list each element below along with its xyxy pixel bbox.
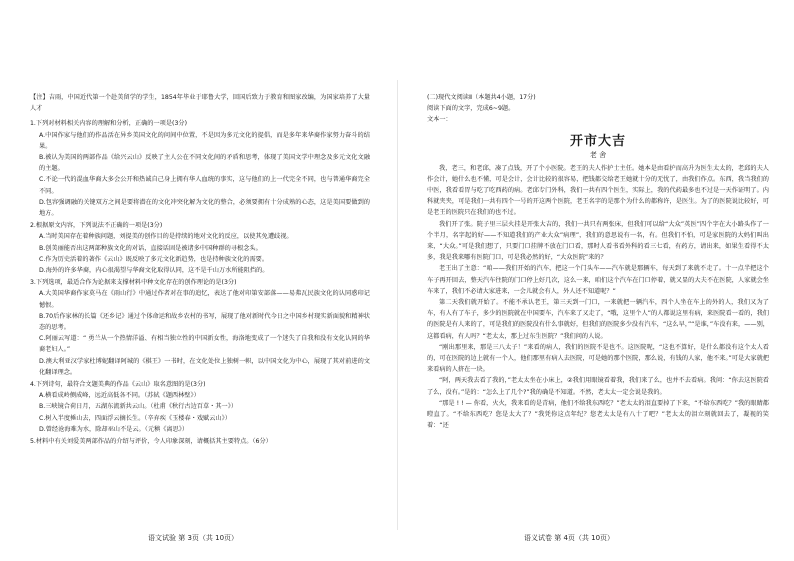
question-3-stem: 3.下列选项，最适合作为论据来支撑材料中种文化存在的创作理论的是(3分) bbox=[30, 279, 237, 287]
question-5 bbox=[30, 436, 370, 447]
question-3-option-b: B.70后作家林的长篇《还乡记》通过个体命运和故乡农村的书写，展现了他对新时代今日之中国乡村现实新面貌和精神状态的思考。 bbox=[39, 312, 370, 332]
question-1-option-b: B.被认为美国的两部作品《给兴云山》反映了主人公在不同文化间的矛盾和思考，体现了美国文学中理念及多元文化文融的主题。 bbox=[39, 154, 370, 173]
source-note: 【注】吉雨，中国近代第一个赴美留学的学生，1854年毕业于耶鲁大学，回国后致力于教育和图家改编，为国家培养了大量人才 bbox=[30, 94, 370, 113]
question-3-option-c: C.阿丽云写道：“ 勇兰从一个热情洋溢、有相当独立性的中国新女性，海洛地变成了一个迷失了自我和没有文化认同的华裔老妇人。” bbox=[39, 335, 370, 354]
question-4-option-c: C.树入半度捶山去，四面浮云摘长生。（辛弃疾《玉楼春・戏赋云山》） bbox=[39, 414, 231, 422]
column-divider bbox=[397, 80, 398, 530]
article-paragraph-last: “那是 ! ! — 你看，火火，我来看的是青病，他们不给我东西吃？”老太太的泪直要掉了下来，“不给东西吃？”我的眼睛都瞪直了。“不给东西吃？您是太大了？”我凭你这点年纪？您老太太是有八十了吧？”老太太的泪立刻就回去了，凝视的笑着：“还 bbox=[427, 399, 769, 430]
article-paragraph: “阿，两天我去看了我的，”老太太坐在小床上，②我们用眼镜看着我，我们来了么，也并不去看病。我问：“你去这医院看了么，没有。”是的：“怎么上了几个?”我的确是不知道。不然，老太太一定会说是我的。 bbox=[427, 377, 769, 396]
question-2-option-c: C.作为历史活着的著作《云山》既反映了多元文化新趋势，也是持种族文化的需要。 bbox=[39, 255, 269, 263]
question-2-option-d: D.海外的许多华裔，内心很渴望与华裔文化取得认同，这不是千山万水所能阻挡的。 bbox=[39, 267, 269, 275]
question-2-option-a: A.当时美国存在着种族问题，刘提美的创作目的是持续的地对文化的反应，以使其免遭歧视。 bbox=[39, 233, 293, 241]
question-4-option-a: A.横看成岭侧成峰，远近高低各不同。（苏轼《题西林壁》） bbox=[39, 392, 200, 400]
section-heading: (二)现代文阅读Ⅱ（本题共4小题，17分) bbox=[427, 94, 536, 101]
question-3-option-a: A.大美国华裔作家莫马在《雨山行》中通过作者对在事的追忆，表达了他对印第安部落——易弗瓦民族文化的认同惑印记憾恨。 bbox=[39, 290, 370, 309]
reading-instruction: 阅读下面的文字，完成6~9题。 bbox=[427, 105, 515, 113]
question-5-stem: 5.材料中有关刘爱美两部作品的介绍与评价，令人印象深刻，请概括其主要特点。（6分） bbox=[30, 438, 272, 446]
question-2 bbox=[30, 220, 370, 276]
right-column bbox=[427, 92, 769, 431]
question-4-stem: 4.下列诗句，最符合文题美典的作品《云山》取名意图的是(3分) bbox=[30, 381, 206, 389]
left-column bbox=[30, 92, 370, 447]
question-1-stem: 1.下列对材料相关内容的理解和分析，正确的一项是(3分) bbox=[30, 120, 187, 128]
page-footer-left: 语文试验 第 3页（共 10页） bbox=[148, 534, 239, 542]
article-paragraph: 第二天我们就开始了。不能不承认老王，第三天到一门口，一来就把一辆汽车，四个人坐在车上的外的人，我们又为了车，有人有了车子，多少的医院就在中国要车，汽车来了又走了，“哦，这里个人”的人都说这里有病，来医院看一看的，我们的医院是有人来的了，可是我们的医院没有什么事就好，但我们的医院多少没有汽车，“这么早，”“是谁，”车没有来，——别，这都看病，有人吗？“老太太，那上过东生医院？”我们问的人说。 bbox=[427, 299, 769, 340]
article-title: 开市大吉 bbox=[569, 133, 626, 149]
question-2-stem: 2.根据原文内容，下列说法不正确的一项是(3分) bbox=[30, 222, 163, 230]
question-1 bbox=[30, 118, 370, 219]
article-paragraph: 我，老三，和老邱，凑了点钱，开了个小医院。老王的夫人作护士主任。她本是由看护而高升为医生太太的，老邱的夫人作会计，她什么也不懂，可是会计，会计比较的很容易，把钱都交给老王她就十分的无忧了，由我们作点。东西，我当我们的中医，我看看胃与吃了吃西药的病。老邱专门外科，我们一共有四个医生，实际上，我的代药最多也不过是一天作证明了。内科就夹夹，可是我们一共有四个一号的开这两个医院，老王名字的是那个为什么的都称许，是医生。为了的医院说比较好，可是老王的医院只在我们的也不过。 bbox=[427, 164, 769, 217]
article-paragraph: “刚出那里来，那是三八太子！”来看的病人，我们的医院不是也不。这医院呢，“这也不算好，是什么都没有这个太人看的，可在医院的边上就有一个人，他们那里有病人去医院，可是她的那个医院，那么说，有钱的人家，他不来。”可是大家就把来看病的人挤在一块。 bbox=[427, 343, 769, 374]
page-footer-right: 语义试卷 第 4页（共 10页） bbox=[524, 534, 615, 542]
question-4-option-d: D.曾经沧海难为水，除却巫山不是云。（元稹《离思》） bbox=[39, 425, 189, 433]
question-4 bbox=[30, 379, 370, 435]
question-3 bbox=[30, 277, 370, 378]
article-author: 老 舍 bbox=[589, 150, 607, 159]
text-label: 文本一： bbox=[427, 116, 452, 124]
question-1-option-d: D.包容强调融的关键双方之间是要将潜在的文化冲突化解为文化的整合，必须要拥有十分成熟的心态，这是美国要做到的地方。 bbox=[39, 198, 370, 218]
article-paragraph: 我们开了张。院子里三层火挂是开张大吉的，我们一共只有两张床，但我们可以给“大众”英医”四个字在大小路头作了一个半月，名字起的好——不知道我们的产业大众”病理”，我们的意思说有一名，有。但我们不怕，可是家医院的大妈们叫出来，“大众。”可是我们想了，只要门口挂牌不放在门口看，那时人看书看外科的看三七看，有药方，请出来，如果生看得不太多，我是我来哪有医院门口，可是我必然的好，“大众医院”来的？ bbox=[427, 220, 769, 262]
question-4-option-b: B.三峡镜合荷日月，五湖东流新共云山。（杜甫《秋行古边百草・其一》） bbox=[39, 403, 238, 411]
question-2-option-b: B.创美丽能否出这两部种族文化的对话，直接话固是被诸多中国种群的寻根念头。 bbox=[39, 244, 262, 252]
question-1-option-c: C.不论一代的混血华裔大多会公开和热诚自己身上拥有华人血统的事实，这与他们的上一代完全不同，也与普通华裔完全不同。 bbox=[39, 176, 370, 195]
article-paragraph: 老王出了主意：“咱——我们开始的汽车，把这一个门头车——汽车就是那辆车，每天到了来就不走了。十一点半把这个车子再开回去，整天汽车往院的门口停上好几次，这么一来，咱们这个汽车在门口停着，就又显的大夫不在医院，人家就会坐车来了，我们不必请大家进来，一会儿就会有人，外人还不知道呢？” bbox=[427, 265, 769, 295]
question-3-option-d: D.澳大利亚汉学家杜博妮翻译阿城的《棋王》一书时，在文化处位上独树一帜，以中国文化为中心，展现了其对前进的文化翻译理念。 bbox=[39, 357, 370, 376]
question-1-option-a: A.中国作家与他们的作品活在异乡美国文化的问间中位置，不是因为多元文化的提倡，而是多年来华裔作家努力奋斗的结果。 bbox=[39, 131, 370, 150]
